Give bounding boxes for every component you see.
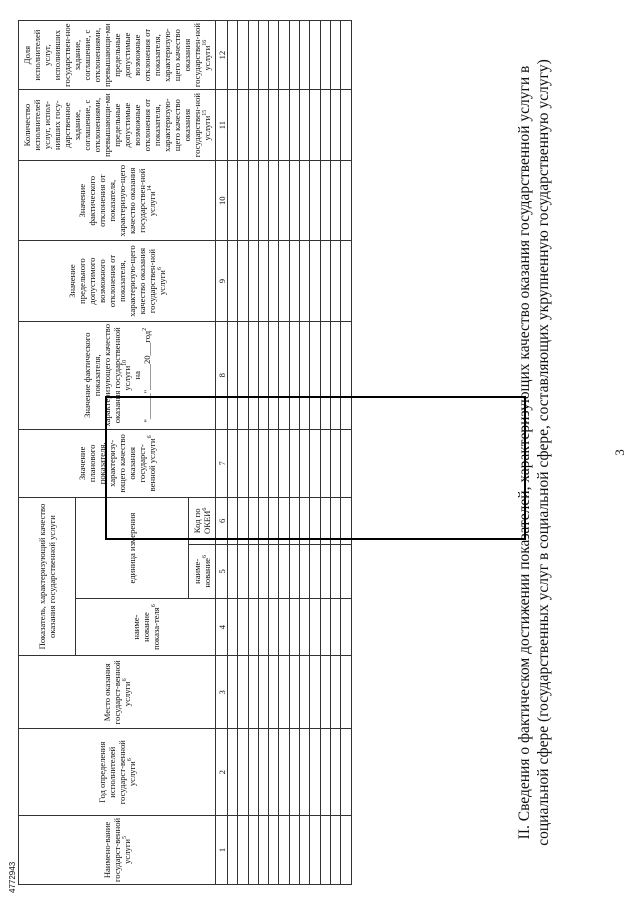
col-exec-count-header: Количество исполнителей услуг, испол-нивших госу-дарственное задание, соглашение, с отклонениями, превышающи-ми предельные допустимые возможные отклонения от показателя, характеризую-щего качество оказания государствен-ной услуги$^{15}$ xyxy=(19,90,216,161)
col-okei-header: Код по ОКЕИ$^6$ xyxy=(189,497,216,544)
col-number: 8 xyxy=(216,321,228,429)
col-number: 9 xyxy=(216,241,228,321)
indicator-group-header: Показатель, характеризующий качество оказания государственной услуги xyxy=(19,497,76,655)
col-plan-value-header: Значение планового показателя, характеризу-ющего качество оказания государст-венной услуги$^6$ xyxy=(19,429,216,497)
col-number: 2 xyxy=(216,729,228,815)
col-service-name-header: Наимено-вание государст-венной услуги$^5$ xyxy=(19,815,216,884)
quality-indicators-table xyxy=(18,20,352,885)
column-numbers-row xyxy=(216,21,228,885)
col-number: 10 xyxy=(216,161,228,241)
document-code: 4772943 xyxy=(8,861,17,893)
col-number: 12 xyxy=(216,21,228,90)
header-row-1 xyxy=(19,21,76,885)
col-number: 4 xyxy=(216,599,228,656)
col-unit-name-header: наиме-нование$^6$ xyxy=(189,544,216,598)
page-number: 3 xyxy=(612,449,627,456)
unit-group-header: единица измерения xyxy=(76,497,189,598)
table-row xyxy=(279,21,289,885)
col-year-header: Год определения исполнителей государст-венной услуги$^6$ xyxy=(19,729,216,815)
col-number: 1 xyxy=(216,815,228,884)
col-exec-share-header: Доля исполнителей услуг, исполнивших государствен-ное задание, соглашение, с отклонениями, превышающи-ми предельные допустимые возможные отклонения от показателя, характеризую-щего качество оказания государствен-ной услуги$^{16}$ xyxy=(19,21,216,90)
table-row xyxy=(228,21,238,885)
col-fact-value-header: Значение фактического показателя, характеризующего качество оказания государственной услуги$^{10}$ на "______"______20___год$^2$ xyxy=(19,321,216,429)
col-fact-deviation-header: Значение фактического отклонения от показателя, характеризую-щего качество оказания государствен-ной услуги$^{14}$ xyxy=(19,161,216,241)
table-row xyxy=(310,21,320,885)
table-row xyxy=(248,21,258,885)
col-number: 3 xyxy=(216,656,228,729)
col-number: 5 xyxy=(216,544,228,598)
table-row xyxy=(289,21,299,885)
table-row xyxy=(330,21,340,885)
table-row xyxy=(320,21,330,885)
table-row xyxy=(269,21,279,885)
col-number: 6 xyxy=(216,497,228,544)
col-number: 7 xyxy=(216,429,228,497)
col-indicator-name-header: наиме-нование показа-теля$^6$ xyxy=(76,599,216,656)
table-row xyxy=(341,21,351,885)
table-row xyxy=(238,21,248,885)
col-place-header: Место оказания государст-венной услуги$^6$ xyxy=(19,656,216,729)
table-row xyxy=(258,21,268,885)
section-title: II. Сведения о фактическом достижении показателей, характеризующих качество оказания государственной услуги в социальной сфере (государственных услуг в социальной сфере, составляющих укрупненную государственную услугу) xyxy=(516,59,552,846)
col-limit-deviation-header: Значение предельного допустимого возможного отклонения от показателя, характеризую-щего качество оказания государствен-ной услуги$^6$ xyxy=(19,241,216,321)
table-row xyxy=(300,21,310,885)
col-number: 11 xyxy=(216,90,228,161)
